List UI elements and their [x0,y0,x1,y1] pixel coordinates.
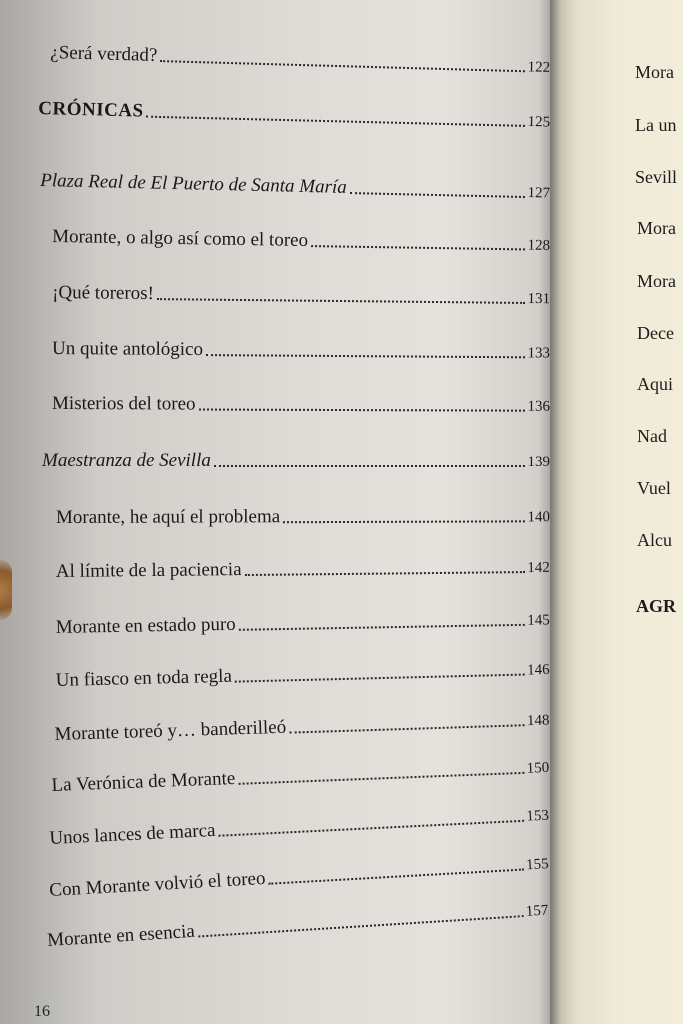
dot-leader [199,409,525,412]
dot-leader [214,465,525,467]
dot-leader [206,354,525,358]
right-toc-entry: Mora [637,218,676,238]
toc-entry-page: 148 [526,712,550,730]
toc-entry-title: Morante, o algo así como el toreo [52,226,309,252]
page-number: 16 [34,1003,50,1020]
toc-entry-page: 145 [527,612,550,629]
dot-leader [235,674,524,683]
right-toc-entry: AGR [636,596,676,616]
toc-entry-title: Plaza Real de El Puerto de Santa María [40,170,348,198]
toc-entry-title: Misterios del toreo [52,393,196,415]
toc-entry-title: Morante en esencia [46,920,196,952]
dot-leader [311,245,525,250]
toc-entry-title: ¡Qué toreros! [52,282,155,305]
dot-leader [350,192,525,198]
right-toc-entry: Sevill [635,167,678,187]
toc-entry-title: Unos lances de marca [48,819,216,850]
toc-entry-page: 140 [527,509,550,526]
toc-entry-title: Un quite antológico [52,338,204,361]
toc-entry-title: Morante en estado puro [55,613,236,639]
toc-entry [52,338,550,363]
toc-entry-page: 136 [527,398,551,415]
dot-leader [283,520,524,523]
dot-leader [157,298,525,304]
toc-entry-title: Al límite de la paciencia [55,559,242,583]
thumb-shadow [0,560,12,620]
right-toc-entry: Aqui [637,374,673,394]
toc-entry-page: 157 [525,902,549,920]
toc-entry [56,505,550,529]
dot-leader [239,624,525,631]
right-toc-entry: Mora [635,62,674,82]
toc-entry-page: 153 [526,807,550,825]
bleed-through-text [300,30,304,50]
right-toc-entry: Nad [637,426,667,446]
book-gutter [550,0,578,1024]
toc-entry-page: 125 [527,113,551,131]
toc-entry-title: Con Morante volvió el toreo [48,867,266,902]
toc-entry [42,450,550,472]
toc-entry-page: 131 [527,290,551,308]
toc-entry [52,393,550,417]
toc-entry-title: La Verónica de Morante [51,767,236,797]
toc-entry-page: 128 [527,237,551,254]
dot-leader [245,571,525,576]
toc-entry-page: 150 [526,759,550,777]
toc-entry-title: Un fiasco en toda regla [55,665,233,692]
toc-entry-title: ¿Será verdad? [50,42,158,66]
toc-entry-title: Morante toreó y… banderilleó [54,716,287,746]
dot-leader [289,724,524,733]
toc-entry-page: 155 [525,856,550,874]
toc-entry-page: 142 [527,559,550,577]
toc-entry-title: Maestranza de Sevilla [42,450,211,471]
toc-entry-page: 122 [527,59,551,76]
toc-entry-page: 133 [527,345,551,362]
right-toc-entry: Mora [637,271,676,291]
right-toc-entry: Vuel [637,478,671,498]
toc-entry-page: 146 [526,661,550,679]
toc-entry-title: Morante, he aquí el problema [55,506,281,528]
right-toc-entry: Alcu [637,530,672,550]
toc-entry-page: 127 [527,185,551,202]
right-toc-entry: La un [635,115,677,135]
right-page [575,0,683,1024]
toc-entry-title: CRÓNICAS [38,98,144,122]
toc-entry-page: 139 [527,454,550,470]
right-toc-entry: Dece [637,323,674,343]
